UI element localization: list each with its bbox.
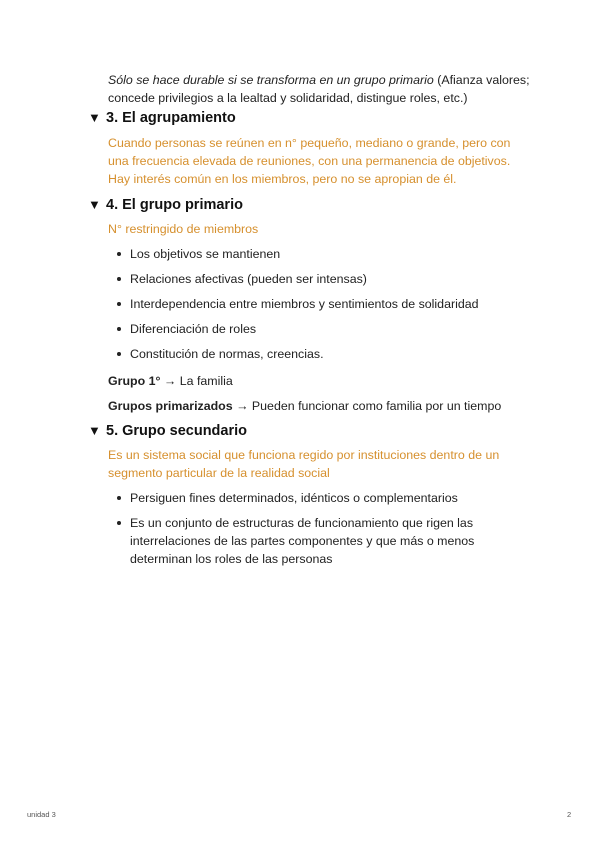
list-item: Constitución de normas, creencias. xyxy=(108,345,528,363)
list-item: Es un conjunto de estructuras de funcionamiento que rigen las interrelaciones de las partes componentes y que más o menos determinan los roles de las personas xyxy=(108,514,528,568)
toggle-triangle-icon[interactable]: ▼ xyxy=(88,197,101,212)
grupo-1-label: Grupo 1° xyxy=(108,374,161,388)
section-5-description: Es un sistema social que funciona regido por instituciones dentro de un segmento particular de la realidad social xyxy=(108,448,500,480)
section-5-title: 5. Grupo secundario xyxy=(106,423,247,439)
list-item: Relaciones afectivas (pueden ser intensas) xyxy=(108,270,528,288)
section-3-heading[interactable] xyxy=(88,108,236,128)
toggle-triangle-icon[interactable]: ▼ xyxy=(88,110,101,125)
section-3-description: Cuando personas se reúnen en n° pequeño, mediano o grande, pero con una frecuencia elevada de reuniones, con una permanencia de objetivos. Hay interés común en los miembros, pero no se apropian de él. xyxy=(108,136,511,186)
section-5-heading[interactable] xyxy=(88,421,247,441)
list-item: Diferenciación de roles xyxy=(108,320,528,338)
grupo-1-text: → La familia xyxy=(160,374,233,388)
section-4-bullet-list xyxy=(108,245,528,370)
grupos-primarizados-label: Grupos primarizados xyxy=(108,399,233,413)
section-4-description: N° restringido de miembros xyxy=(108,222,259,236)
section-3-title: 3. El agrupamiento xyxy=(106,110,236,126)
intro-rest: (Afianza valores; concede privilegios a la lealtad y solidaridad, distingue roles, etc.) xyxy=(108,73,530,105)
list-item: Los objetivos se mantienen xyxy=(108,245,528,263)
section-4-title: 4. El grupo primario xyxy=(106,197,243,213)
grupos-primarizados-text: → Pueden funcionar como familia por un tiempo xyxy=(232,399,502,413)
toggle-triangle-icon[interactable]: ▼ xyxy=(88,423,101,438)
footer-unit-label: unidad 3 xyxy=(27,810,56,819)
section-5-bullet-list xyxy=(108,489,528,575)
list-item: Interdependencia entre miembros y sentimientos de solidaridad xyxy=(108,295,528,313)
intro-italic: Sólo se hace durable si se transforma en un grupo primario xyxy=(108,73,434,87)
intro-paragraph xyxy=(108,71,533,107)
grupos-primarizados-line xyxy=(108,397,501,415)
section-4-heading[interactable] xyxy=(88,195,243,215)
grupo-1-line xyxy=(108,372,233,390)
list-item: Persiguen fines determinados, idénticos o complementarios xyxy=(108,489,528,507)
footer-page-number: 2 xyxy=(567,810,572,819)
